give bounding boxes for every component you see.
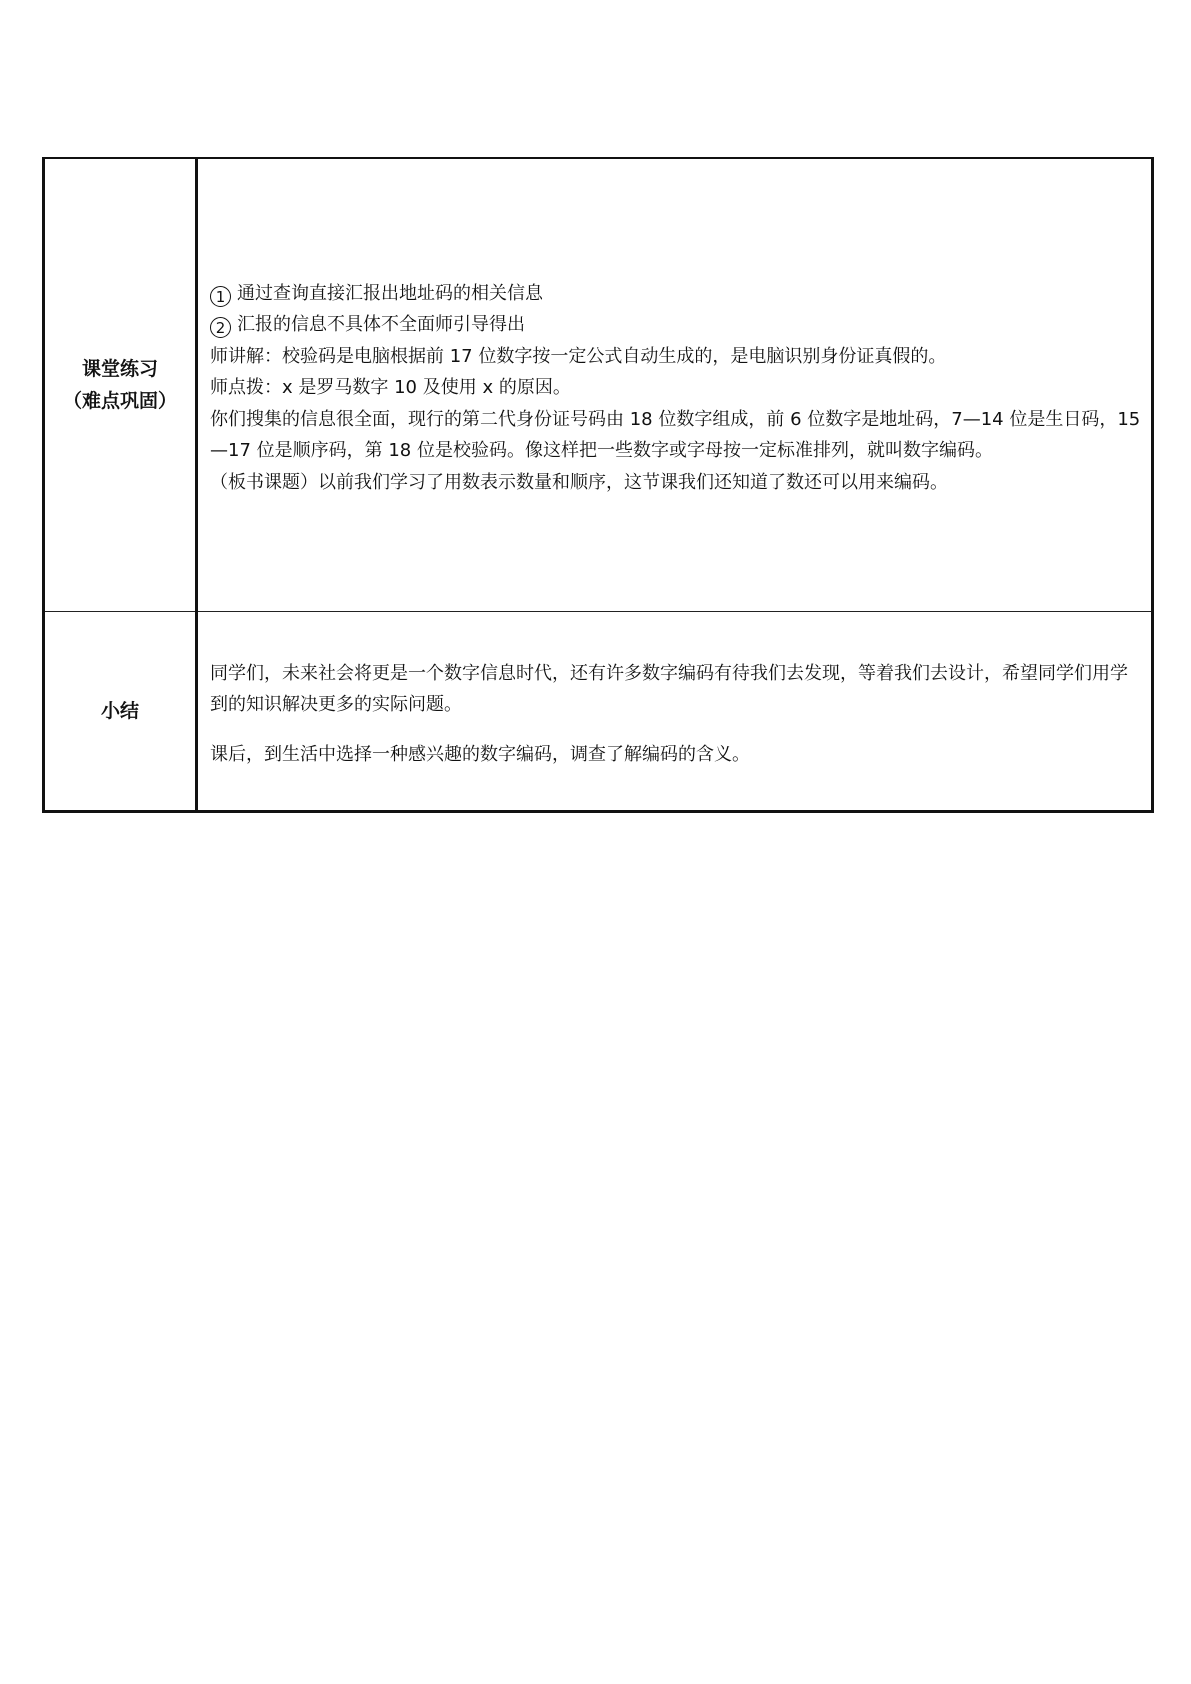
list-item: 2 汇报的信息不具体不全面师引导得出 <box>210 309 1141 341</box>
row-content-summary <box>197 612 1153 812</box>
row-label-line: 课堂练习 <box>81 358 158 380</box>
paragraph: 你们搜集的信息很全面，现行的第二代身份证号码由 18 位数字组成，前 6 位数字是地址码，7—14 位是生日码，15—17 位是顺序码，第 18 位是校验码。像这样把一些数字或字母按一定标准排列，就叫数字编码。 <box>210 408 1141 462</box>
row-label-line: 小结 <box>100 700 139 722</box>
list-item: 1 通过查询直接汇报出地址码的相关信息 <box>210 278 1141 310</box>
circled-number-marker: 1 <box>210 286 231 307</box>
paragraph: 同学们，未来社会将更是一个数字信息时代，还有许多数字编码有待我们去发现，等着我们去设计，希望同学们用学到的知识解决更多的实际问题。 <box>210 662 1128 716</box>
table-row-summary <box>44 612 1153 812</box>
paragraph: （板书课题）以前我们学习了用数表示数量和顺序，这节课我们还知道了数还可以用来编码。 <box>210 471 948 493</box>
row-content-practice <box>197 158 1153 612</box>
paragraph: 师点拨：x 是罗马数字 10 及使用 x 的原因。 <box>210 377 571 399</box>
row-label-line: （难点巩固） <box>62 390 177 412</box>
circled-number-marker: 2 <box>210 317 231 338</box>
row-label-summary <box>44 612 197 812</box>
paragraph: 课后，到生活中选择一种感兴趣的数字编码，调查了解编码的含义。 <box>210 743 750 765</box>
table-row-practice <box>44 158 1153 612</box>
paragraph: 师讲解：校验码是电脑根据前 17 位数字按一定公式自动生成的，是电脑识别身份证真假的。 <box>210 345 947 367</box>
lesson-table <box>42 157 1154 813</box>
row-label-practice <box>44 158 197 612</box>
